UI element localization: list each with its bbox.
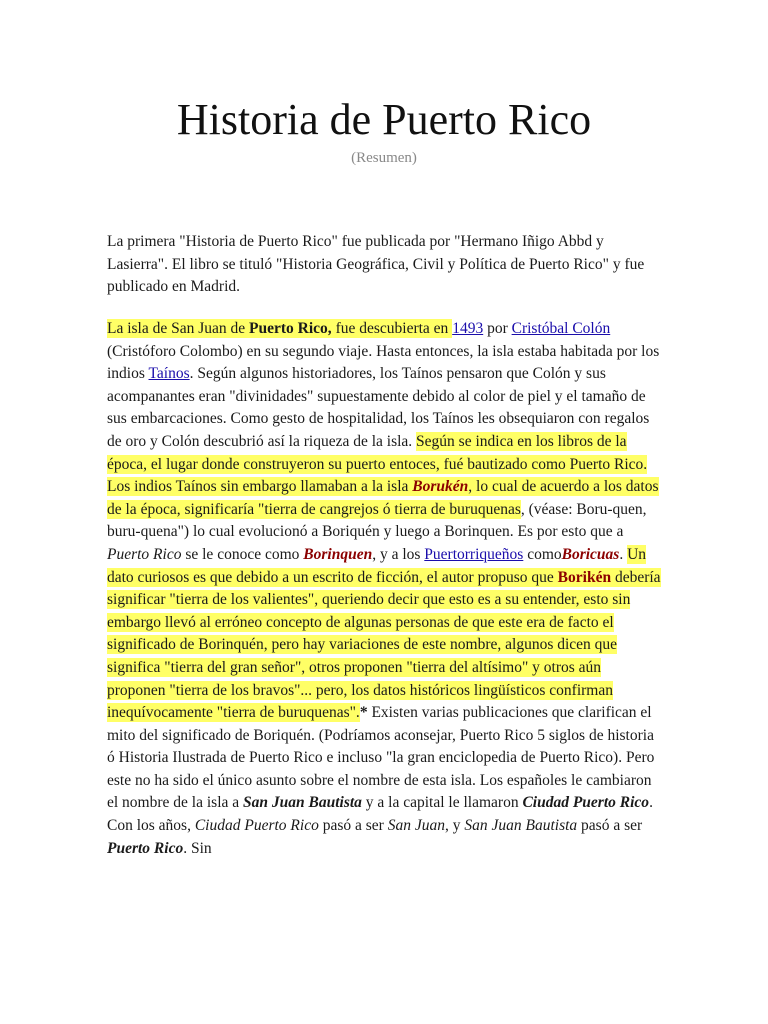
- highlight-myth: [107, 545, 661, 722]
- text-run: , y: [444, 817, 465, 835]
- text-boricuas: Boricuas: [561, 545, 620, 563]
- text-ciudad-puerto-rico-italic: Ciudad Puerto Rico: [194, 817, 319, 835]
- text-run: y a la capital le llamaron: [361, 794, 523, 812]
- page-subtitle: (Resumen): [351, 150, 417, 166]
- text-run: , lo cual de acuerdo a los datos de la época, significaría "tierra de cangrejos ó tierra de buruquenas: [107, 478, 659, 518]
- link-1493[interactable]: 1493: [452, 320, 484, 337]
- text-run: (Cristóforo Colombo) en su segundo viaje. Hasta entonces, la isla estaba habitada por los indios: [107, 342, 660, 383]
- text-puerto-rico-bold-italic: Puerto Rico: [107, 839, 184, 857]
- text-san-juan-italic: San Juan: [387, 817, 445, 835]
- text-run: . Sin: [183, 839, 212, 857]
- page-title: Historia de Puerto Rico: [176, 95, 592, 144]
- text-run: por: [483, 320, 512, 337]
- text-run: fue descubierta en: [331, 320, 453, 337]
- text-ciudad-puerto-rico: Ciudad Puerto Rico: [522, 794, 650, 812]
- link-puertorriquenos[interactable]: Puertorriqueños: [424, 545, 524, 563]
- paragraph-intro-text: La primera "Historia de Puerto Rico" fue publicada por "Hermano Iñigo Abbd y Lasierra". El libro se tituló "Historia Geográfica, Civil y Política de Puerto Rico" y fue publicado en Madrid.: [107, 233, 645, 296]
- text-san-juan-bautista-italic: San Juan Bautista: [464, 817, 578, 835]
- paragraph-history-text: [107, 318, 662, 860]
- paragraph-history: [107, 318, 662, 860]
- highlight-discovery: [107, 319, 452, 338]
- text-run: Existen varias publicaciones que clarifican el mito del significado de Boriquén. (Podríamos aconsejar, Puerto Rico 5 siglos de historia ó Historia Ilustrada de Puerto Rico e incluso "la gran enciclopedia de Puerto Rico). Pero este no ha sido el único asunto sobre el nombre de esta isla. Los españoles le cambiaron el nombre de la isla a: [107, 704, 655, 812]
- footnote-asterisk: *: [359, 704, 368, 722]
- text-run: , (véase: Boru-quen, buru-quena") lo cual evolucionó a Boriquén y luego a Borinquen. Es por esto que a: [107, 500, 647, 541]
- text-run: se le conoce como: [181, 545, 304, 563]
- text-run: , y a los: [372, 545, 425, 563]
- text-san-juan-bautista: San Juan Bautista: [243, 794, 362, 812]
- text-run: pasó a ser: [318, 817, 388, 835]
- text-boriken: Borikén: [557, 568, 612, 586]
- text-run: .: [619, 545, 628, 563]
- text-puerto-rico-bold: Puerto Rico,: [249, 320, 332, 337]
- link-cristobal-colon[interactable]: Cristóbal Colón: [511, 320, 611, 337]
- text-run: como: [523, 545, 562, 563]
- text-run: Según se indica en los libros de la época, el lugar donde construyeron su puerto entoces, fué bautizado como Puerto Rico. Los indios Taínos sin embargo llamaban a la isla: [107, 432, 648, 496]
- text-borinquen: Borinquen: [303, 545, 373, 563]
- text-run: debería significar "tierra de los valientes", queriendo decir que esto es a su entender, esto sin embargo llevó al erróneo concepto de algunas personas de que este era de facto el significado de Borinquén, pero hay variaciones de este nombre, algunos dicen que significa "tierra del gran señor", otros proponen "tierra del altísimo" y otros aún proponen "tierra de los bravos"... pero, los datos históricos lingüísticos confirman inequívocamente "tierra de buruquenas".: [107, 568, 661, 722]
- text-puerto-rico-italic: Puerto Rico: [107, 545, 182, 563]
- text-boruken: Borukén: [412, 478, 469, 496]
- text-run: . Según algunos historiadores, los Taínos pensaron que Colón y sus acompanantes eran "divinidades" supuestamente debido al color de piel y el tamaño de sus embarcaciones. Como gesto de hospitalidad, los Taínos les obsequiaron con regalos de oro y Colón descubrió así la riqueza de la isla.: [107, 365, 650, 450]
- text-run: La isla de San Juan de: [107, 320, 250, 337]
- text-run: . Con los años,: [107, 794, 653, 835]
- text-run: Un dato curiosos es que debido a un escrito de ficción, el autor propuso que: [107, 545, 647, 586]
- link-tainos[interactable]: Taínos: [148, 365, 190, 383]
- paragraph-intro: [107, 231, 662, 299]
- text-run: pasó a ser: [577, 817, 643, 835]
